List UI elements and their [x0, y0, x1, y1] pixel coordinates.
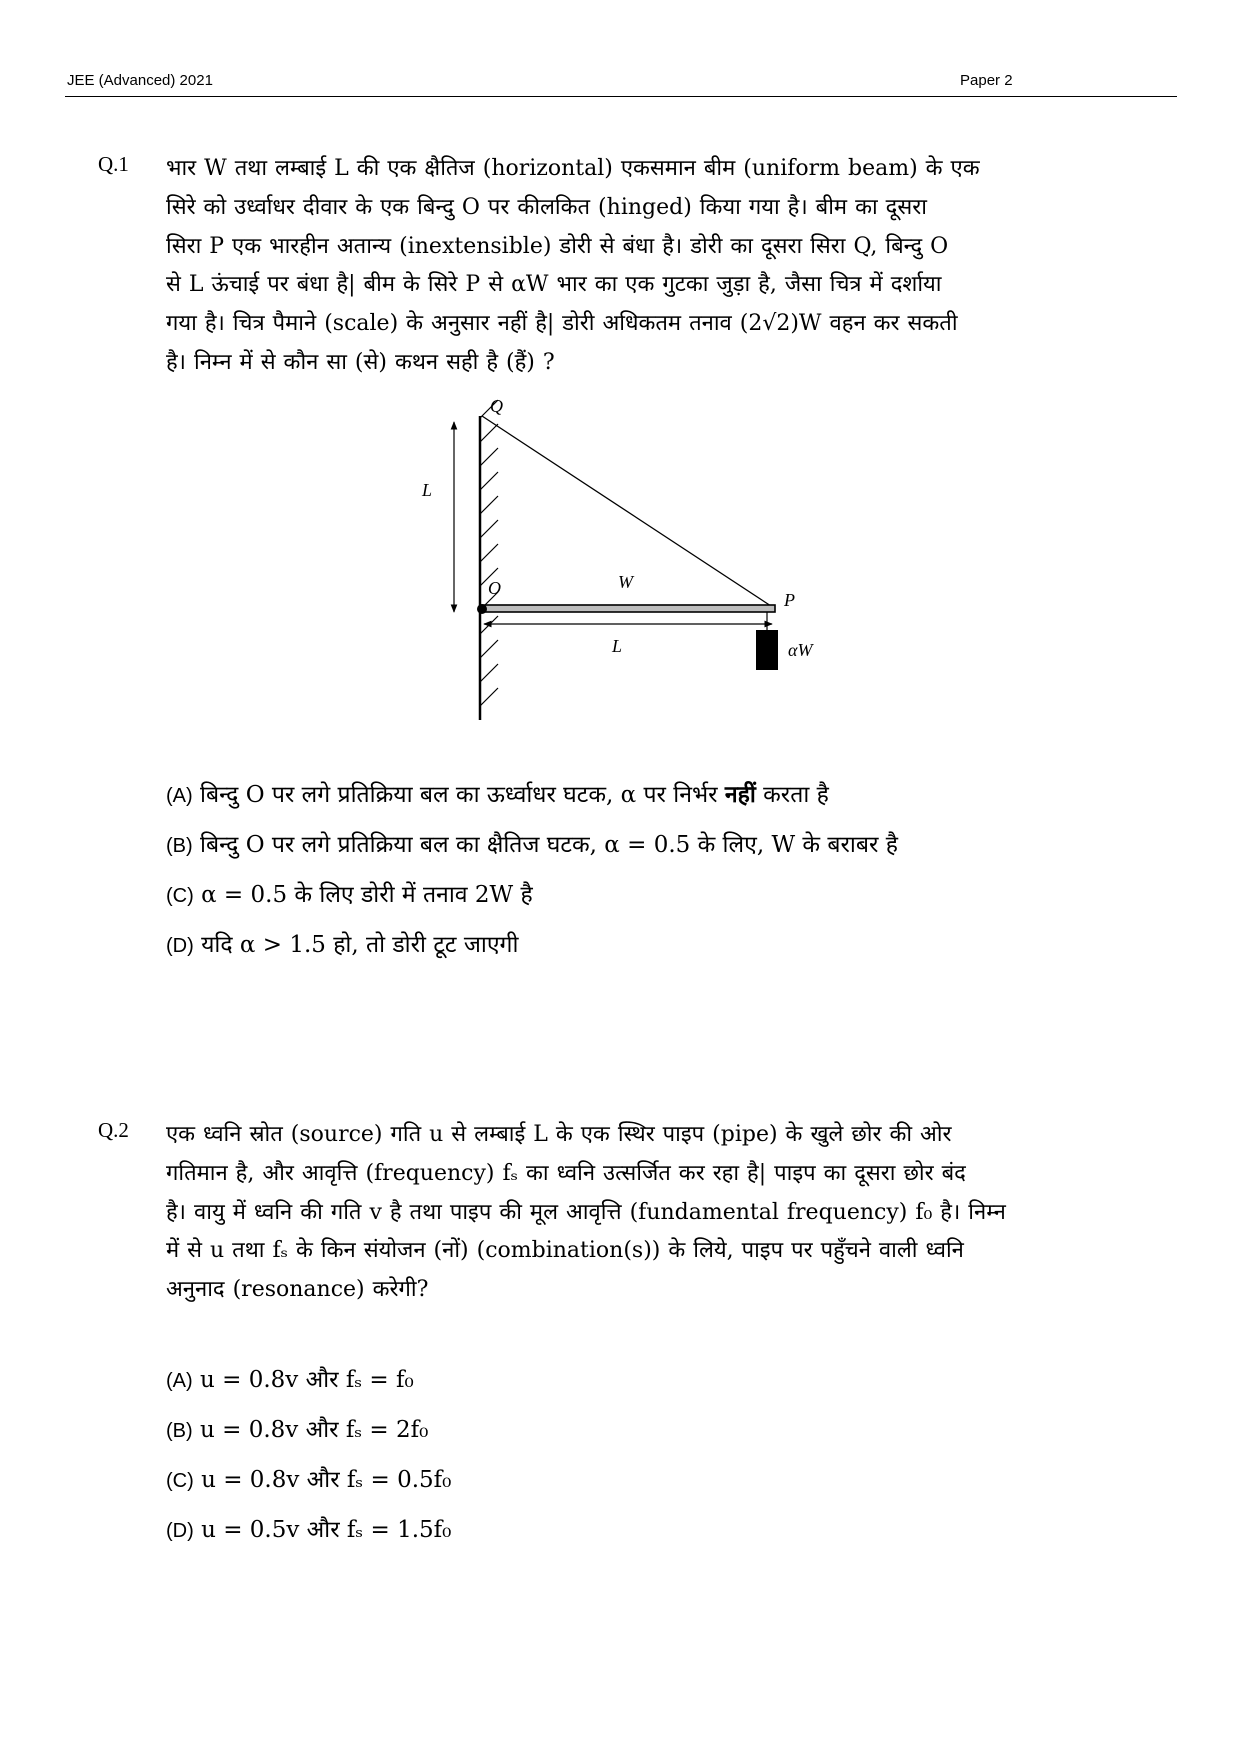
q1-option-d-text: यदि α > 1.5 हो, तो डोरी टूट जाएगी [193, 932, 519, 958]
q2-option-b[interactable] [166, 1412, 428, 1444]
q1-option-c[interactable] [166, 877, 533, 909]
q2-stem [166, 1116, 1078, 1310]
beam-string-figure [380, 388, 820, 728]
q1-option-a-emphasis: नहीं [724, 781, 756, 808]
q2-option-c-text: u = 0.8v और fₛ = 0.5f₀ [193, 1467, 452, 1493]
q1-option-c-label: (C) [166, 885, 194, 907]
q1-line-5: गया है। चित्र पैमाने (scale) के अनुसार नहीं है| डोरी अधिकतम तनाव (2√2)W वहन कर सकती [166, 311, 958, 337]
q2-option-a-label: (A) [166, 1370, 193, 1392]
wall-hatching [480, 400, 498, 706]
q2-line-5: अनुनाद (resonance) करेगी? [166, 1277, 429, 1303]
q2-option-c-label: (C) [166, 1470, 194, 1492]
q2-option-a-text: u = 0.8v और fₛ = f₀ [192, 1367, 414, 1393]
label-O: O [488, 578, 501, 598]
header-divider [65, 96, 1177, 97]
q2-line-2: गतिमान है, और आवृत्ति (frequency) fₛ का ध्वनि उत्सर्जित कर रहा है| पाइप का दूसरा छोर बंद [166, 1160, 966, 1186]
q1-option-d[interactable] [166, 927, 518, 959]
q1-option-b-text: बिन्दु O पर लगे प्रतिक्रिया बल का क्षैतिज घटक, α = 0.5 के लिए, W के बराबर है [192, 832, 898, 858]
q1-line-4: से L ऊंचाई पर बंधा है| बीम के सिरे P से αW भार का एक गुटका जुड़ा है, जैसा चित्र में दर्शाया [166, 272, 942, 298]
q2-option-d-text: u = 0.5v और fₛ = 1.5f₀ [193, 1517, 452, 1543]
q1-line-2: सिरे को उर्ध्वाधर दीवार के एक बिन्दु O पर कीलकित (hinged) किया गया है। बीम का दूसरा [166, 194, 927, 220]
label-W: W [618, 572, 633, 592]
q1-option-a[interactable] [166, 777, 829, 809]
q1-number: Q.1 [98, 152, 129, 176]
header-exam-title: JEE (Advanced) 2021 [67, 72, 213, 89]
q1-option-a-text-end: करता है [755, 782, 829, 808]
q1-option-d-label: (D) [166, 935, 194, 957]
q2-option-b-text: u = 0.8v और fₛ = 2f₀ [192, 1417, 429, 1443]
label-L-horizontal: L [612, 636, 623, 656]
q2-number: Q.2 [98, 1118, 129, 1142]
label-alpha-W: αW [788, 640, 813, 660]
label-Q: Q [490, 396, 503, 416]
q1-line-1: भार W तथा लम्बाई L की एक क्षैतिज (horizontal) एकसमान बीम (uniform beam) के एक [166, 156, 980, 181]
q1-option-b[interactable] [166, 827, 898, 859]
beam [482, 605, 775, 612]
q2-option-d-label: (D) [166, 1520, 194, 1542]
q1-option-b-label: (B) [166, 835, 193, 857]
q2-option-c[interactable] [166, 1462, 451, 1494]
q2-line-1: एक ध्वनि स्रोत (source) गति u से लम्बाई L के एक स्थिर पाइप (pipe) के खुले छोर की ओर [166, 1122, 952, 1147]
hinge-O [477, 604, 487, 614]
q2-option-b-label: (B) [166, 1420, 193, 1442]
q1-option-a-text: बिन्दु O पर लगे प्रतिक्रिया बल का ऊर्ध्वाधर घटक, α पर निर्भर [192, 782, 725, 808]
hanging-block [756, 630, 778, 670]
q1-option-a-label: (A) [166, 785, 193, 807]
q1-stem [166, 150, 1078, 383]
q2-line-4: में से u तथा fₛ के किन संयोजन (नों) (combination(s)) के लिये, पाइप पर पहुँचने वाली ध्वनि [166, 1238, 964, 1264]
header-paper-number: Paper 2 [960, 72, 1013, 89]
q2-option-a[interactable] [166, 1362, 414, 1394]
q1-line-6: है। निम्न में से कौन सा (से) कथन सही है (हैं) ? [166, 349, 555, 375]
q2-option-d[interactable] [166, 1512, 451, 1544]
q1-option-c-text: α = 0.5 के लिए डोरी में तनाव 2W है [193, 882, 533, 908]
q1-line-3: सिरा P एक भारहीन अतान्य (inextensible) डोरी से बंधा है। डोरी का दूसरा सिरा Q, बिन्दु O [166, 233, 949, 259]
label-P: P [784, 590, 795, 610]
q2-line-3: है। वायु में ध्वनि की गति v है तथा पाइप की मूल आवृत्ति (fundamental frequency) f₀ है। निम्न [166, 1199, 1006, 1225]
label-L-vertical: L [422, 480, 433, 500]
